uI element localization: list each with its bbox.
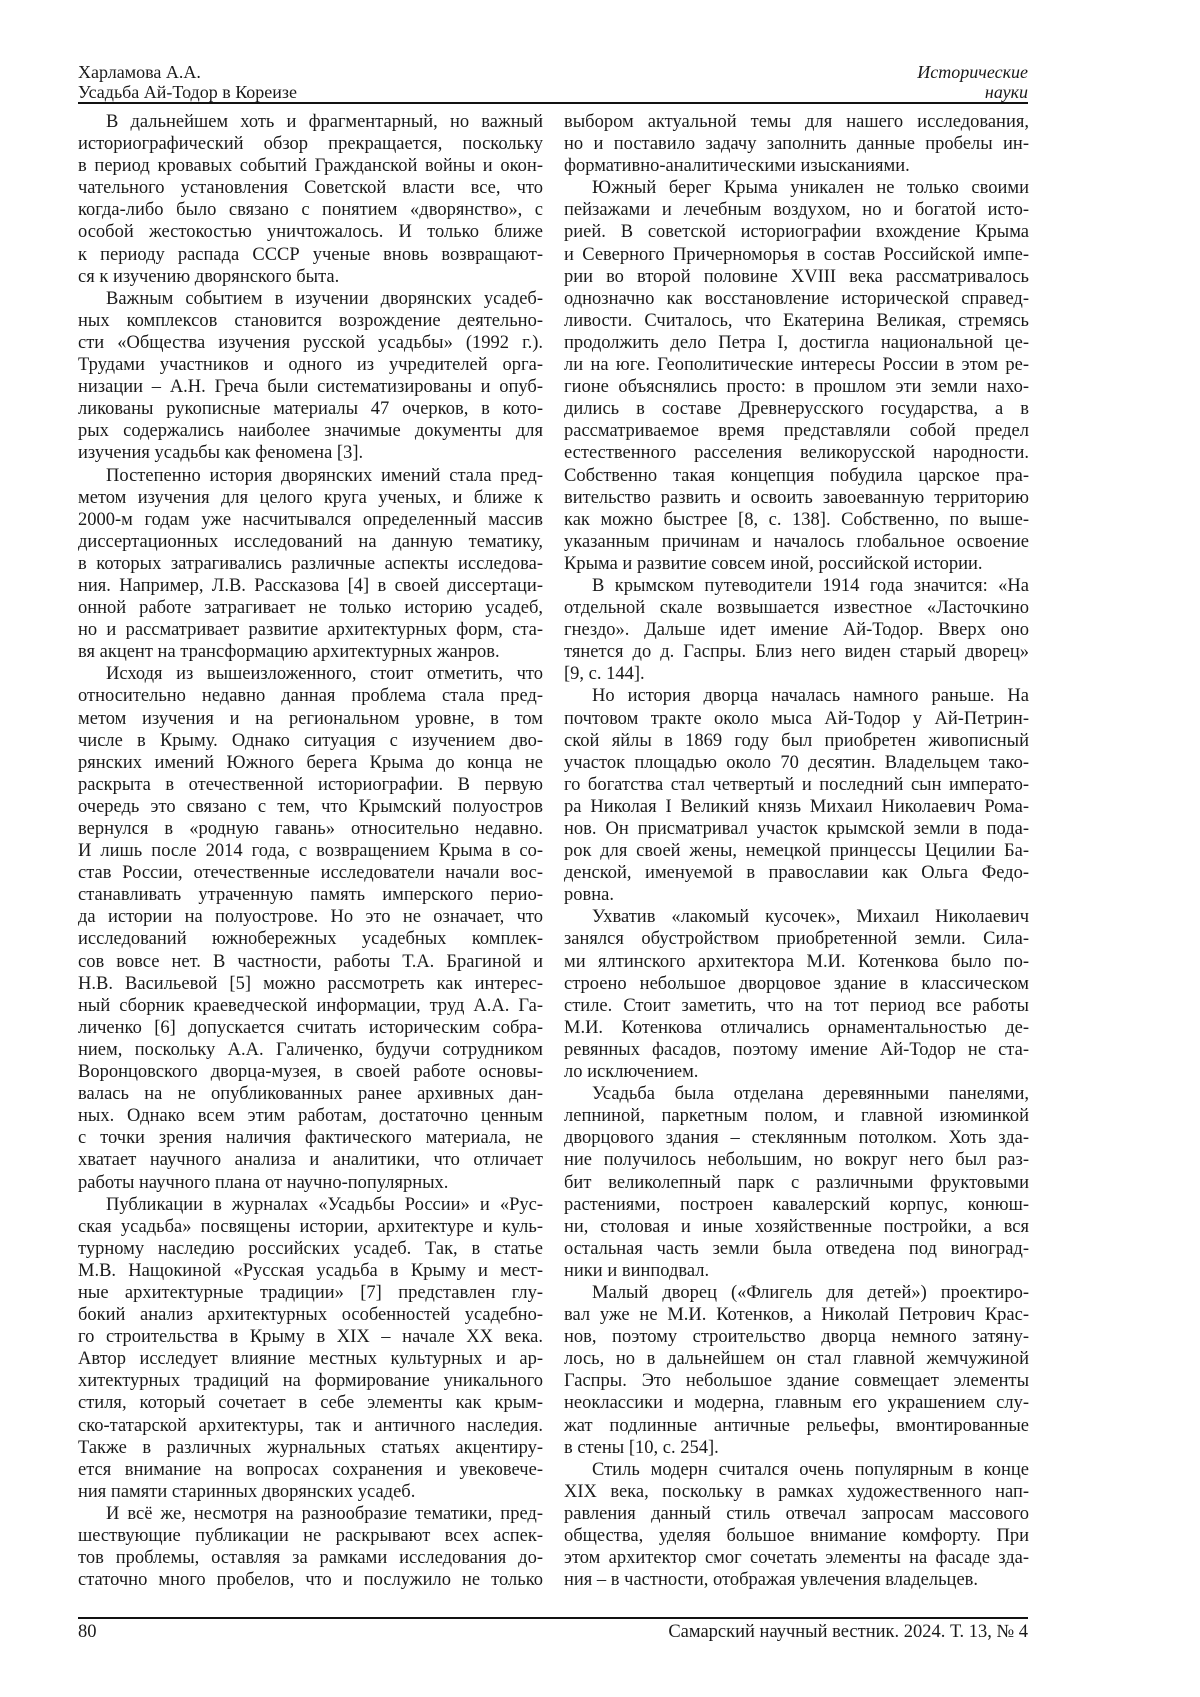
text-line: растениями, построен кавалерский корпус, конюш-	[564, 1194, 1029, 1216]
text-line: особой жестокостью уничтожалось. И только ближе	[78, 221, 543, 243]
text-line: ровна.	[564, 884, 1029, 906]
paragraph	[564, 1083, 1029, 1282]
text-line: [9, с. 144].	[564, 663, 1029, 685]
text-line: строено небольшое дворцовое здание в классическом	[564, 973, 1029, 995]
text-line: личенко [6] допускается считать историческим собра-	[78, 1017, 543, 1039]
text-line: Публикации в журналах «Усадьбы России» и «Рус-	[78, 1194, 543, 1216]
text-line: продолжить дело Петра I, достигла национальной це-	[564, 332, 1029, 354]
text-line: однозначно как восстановление исторической справед-	[564, 288, 1029, 310]
text-line: Н.В. Васильевой [5] можно рассмотреть как интерес-	[78, 973, 543, 995]
text-line: с точки зрения наличия фактического материала, не	[78, 1127, 543, 1149]
text-line: указанным причинам и началось глобальное освоение	[564, 531, 1029, 553]
text-line: диссертационных исследований на данную тематику,	[78, 531, 543, 553]
text-line: неоклассики и модерна, главным его украшением слу-	[564, 1392, 1029, 1414]
text-line: к периоду распада СССР ученые вновь возвращают-	[78, 244, 543, 266]
text-line: работы научного плана от научно-популярных.	[78, 1172, 543, 1194]
text-line: Воронцовского дворца-музея, в своей работе основы-	[78, 1061, 543, 1083]
text-line: остальная часть земли была отведена под виноград-	[564, 1238, 1029, 1260]
paragraph	[564, 575, 1029, 685]
text-column-right	[564, 111, 1029, 1591]
text-line: изучения усадьбы как феномена [3].	[78, 442, 543, 464]
text-line: Трудами участников и одного из учредителей орга-	[78, 354, 543, 376]
footer-divider	[78, 1617, 1028, 1619]
text-line: рянских имений Южного берега Крыма до конца не	[78, 752, 543, 774]
text-line: ская усадьба» посвящены истории, архитектуре и куль-	[78, 1216, 543, 1238]
text-line: ные архитектурные традиции» [7] представлен глу-	[78, 1282, 543, 1304]
text-line: бокий анализ архитектурных особенностей усадебно-	[78, 1304, 543, 1326]
paragraph	[564, 111, 1029, 177]
header-section-line1: Исторические	[917, 62, 1028, 82]
paragraph	[564, 1459, 1029, 1592]
text-line: лепниной, паркетным полом, и главной изюминкой	[564, 1105, 1029, 1127]
text-line: гнездо». Дальше идет имение Ай-Тодор. Вверх оно	[564, 619, 1029, 641]
text-line: в период кровавых событий Гражданской войны и окон-	[78, 155, 543, 177]
text-line: ско-татарской архитектуры, так и античного наследия.	[78, 1415, 543, 1437]
text-line: шествующие публикации не раскрывают всех аспек-	[78, 1525, 543, 1547]
text-line: ния памяти старинных дворянских усадеб.	[78, 1481, 543, 1503]
text-line: статочно много пробелов, что и послужило не только	[78, 1569, 543, 1591]
text-line: стиля, который сочетает в себе элементы как крым-	[78, 1392, 543, 1414]
header-section-line2: науки	[917, 82, 1028, 102]
text-line: ный сборник краеведческой информации, труд А.А. Га-	[78, 995, 543, 1017]
text-line: общества, уделяя большое внимание комфорту. При	[564, 1525, 1029, 1547]
text-line: Постепенно история дворянских имений стала пред-	[78, 465, 543, 487]
text-line: Южный берег Крыма уникален не только своими	[564, 177, 1029, 199]
text-line: ется внимание на вопросах сохранения и увековече-	[78, 1459, 543, 1481]
paragraph	[564, 685, 1029, 906]
text-line: низации – А.Н. Греча были систематизированы и опуб-	[78, 376, 543, 398]
header-author: Харламова А.А.	[78, 62, 297, 82]
text-line: И лишь после 2014 года, с возвращением Крыма в со-	[78, 840, 543, 862]
running-header-right	[917, 62, 1028, 102]
header-divider	[78, 102, 1028, 104]
text-line: историографический обзор прекращается, поскольку	[78, 133, 543, 155]
text-column-left	[78, 111, 543, 1591]
text-line: рых содержались наиболее значимые документы для	[78, 420, 543, 442]
text-line: Стиль модерн считался очень популярным в конце	[564, 1459, 1029, 1481]
text-line: рией. В советской историографии вхождение Крыма	[564, 221, 1029, 243]
text-line: денской, именуемой в православии как Ольга Федо-	[564, 862, 1029, 884]
paragraph	[564, 1282, 1029, 1459]
text-line: раскрыта в отечественной историографии. В первую	[78, 774, 543, 796]
text-line: очередь это связано с тем, что Крымский полуостров	[78, 796, 543, 818]
text-line: ния – в частности, отображая увлечения владельцев.	[564, 1569, 1029, 1591]
text-line: го строительства в Крыму в XIX – начале XX века.	[78, 1326, 543, 1348]
text-line: ли на юге. Геополитические интересы России в этом ре-	[564, 354, 1029, 376]
text-line: М.И. Котенкова отличались орнаментальностью де-	[564, 1017, 1029, 1039]
paragraph	[78, 1503, 543, 1591]
text-line: ных. Однако всем этим работам, достаточно ценным	[78, 1105, 543, 1127]
text-line: жат подлинные античные рельефы, вмонтированные	[564, 1415, 1029, 1437]
header-article-title: Усадьба Ай-Тодор в Кореизе	[78, 82, 297, 102]
text-line: онной работе затрагивает не только историю усадеб,	[78, 597, 543, 619]
text-line: Гаспры. Это небольшое здание совмещает элементы	[564, 1370, 1029, 1392]
text-line: отдельной скале возвышается известное «Ласточкино	[564, 597, 1029, 619]
text-line: ло исключением.	[564, 1061, 1029, 1083]
paragraph	[564, 177, 1029, 575]
text-line: В дальнейшем хоть и фрагментарный, но важный	[78, 111, 543, 133]
text-line: нов, поэтому строительство дворца немного затяну-	[564, 1326, 1029, 1348]
text-line: гионе объяснялись просто: в прошлом эти земли нахо-	[564, 376, 1029, 398]
text-line: как можно быстрее [8, с. 138]. Собственно, по выше-	[564, 509, 1029, 531]
text-line: метом изучения и на региональном уровне, в том	[78, 708, 543, 730]
text-line: и Северного Причерноморья в состав Российской импе-	[564, 244, 1029, 266]
text-line: хитектурных традиций на формирование уникального	[78, 1370, 543, 1392]
paragraph	[564, 906, 1029, 1083]
text-line: турному наследию российских усадеб. Так, в статье	[78, 1238, 543, 1260]
text-line: сти «Общества изучения русской усадьбы» (1992 г.).	[78, 332, 543, 354]
text-line: нием, поскольку А.А. Галиченко, будучи сотрудником	[78, 1039, 543, 1061]
text-line: лось, но в дальнейшем он стал главной жемчужиной	[564, 1348, 1029, 1370]
text-line: Важным событием в изучении дворянских усадеб-	[78, 288, 543, 310]
text-line: ни, столовая и иные хозяйственные постройки, а вся	[564, 1216, 1029, 1238]
text-line: нов. Он присматривал участок крымской земли в пода-	[564, 818, 1029, 840]
text-line: вя акцент на трансформацию архитектурных жанров.	[78, 641, 543, 663]
text-line: рии во второй половине XVIII века рассматривалось	[564, 266, 1029, 288]
text-line: да истории на полуострове. Но это не означает, что	[78, 906, 543, 928]
text-line: хватает научного анализа и аналитики, что отличает	[78, 1149, 543, 1171]
text-line: ми ялтинского архитектора М.И. Котенкова было по-	[564, 951, 1029, 973]
text-line: бит великолепный парк с различными фруктовыми	[564, 1172, 1029, 1194]
text-line: рок для своей жены, немецкой принцессы Цецилии Ба-	[564, 840, 1029, 862]
text-line: ревянных фасадов, поэтому имение Ай-Тодор не ста-	[564, 1039, 1029, 1061]
text-line: выбором актуальной темы для нашего исследования,	[564, 111, 1029, 133]
text-line: тянется до д. Гаспры. Близ него виден старый дворец»	[564, 641, 1029, 663]
text-line: го богатства стал четвертый и последний сын императо-	[564, 774, 1029, 796]
text-line: равления данный стиль отвечал запросам массового	[564, 1503, 1029, 1525]
paragraph	[78, 663, 543, 1193]
text-line: Автор исследует влияние местных культурных и ар-	[78, 1348, 543, 1370]
text-line: числе в Крыму. Однако ситуация с изучением дво-	[78, 730, 543, 752]
text-line: вительство развить и освоить завоеванную территорию	[564, 487, 1029, 509]
text-line: ники и винподвал.	[564, 1260, 1029, 1282]
text-line: ликованы рукописные материалы 47 очерков, в кото-	[78, 398, 543, 420]
text-line: ливости. Считалось, что Екатерина Великая, стремясь	[564, 310, 1029, 332]
text-line: но и поставило задачу заполнить данные пробелы ин-	[564, 133, 1029, 155]
paragraph	[78, 1194, 543, 1503]
text-line: в которых затрагивались различные аспекты исследова-	[78, 553, 543, 575]
text-line: когда-либо было связано с понятием «дворянство», с	[78, 199, 543, 221]
text-line: станавливать утраченную память имперского перио-	[78, 884, 543, 906]
text-line: метом изучения для целого круга ученых, и ближе к	[78, 487, 543, 509]
text-line: дились в составе Древнерусского государства, а в	[564, 398, 1029, 420]
text-line: естественного расселения великорусской народности.	[564, 442, 1029, 464]
text-line: ных комплексов становится возрождение деятельно-	[78, 310, 543, 332]
text-line: Исходя из вышеизложенного, стоит отметить, что	[78, 663, 543, 685]
text-line: Крыма и развитие совсем иной, российской истории.	[564, 553, 1029, 575]
text-line: 2000-м годам уже насчитывался определенный массив	[78, 509, 543, 531]
text-line: пейзажами и лечебным воздухом, но и богатой исто-	[564, 199, 1029, 221]
text-line: участок площадью около 70 десятин. Владельцем тако-	[564, 752, 1029, 774]
paragraph	[78, 111, 543, 288]
text-line: XIX века, поскольку в рамках художественного нап-	[564, 1481, 1029, 1503]
text-line: Собственно такая концепция побудила царское пра-	[564, 465, 1029, 487]
text-line: ние получилось небольшим, но вокруг него был раз-	[564, 1149, 1029, 1171]
text-line: вернулся в «родную гавань» относительно недавно.	[78, 818, 543, 840]
text-line: тов проблемы, оставляя за рамками исследования до-	[78, 1547, 543, 1569]
text-line: Усадьба была отделана деревянными панелями,	[564, 1083, 1029, 1105]
text-line: сов вовсе нет. В частности, работы Т.А. Брагиной и	[78, 951, 543, 973]
paragraph	[78, 288, 543, 465]
text-line: Также в различных журнальных статьях акцентиру-	[78, 1437, 543, 1459]
text-line: валась на не опубликованных ранее архивных дан-	[78, 1083, 543, 1105]
text-line: дворцового здания – стеклянным потолком. Хоть зда-	[564, 1127, 1029, 1149]
text-line: в стены [10, с. 254].	[564, 1437, 1029, 1459]
text-line: Малый дворец («Флигель для детей») проектиро-	[564, 1282, 1029, 1304]
text-line: И всё же, несмотря на разнообразие тематики, пред-	[78, 1503, 543, 1525]
text-line: М.В. Нащокиной «Русская усадьба в Крыму и мест-	[78, 1260, 543, 1282]
text-line: стиле. Стоит заметить, что на тот период все работы	[564, 995, 1029, 1017]
text-line: Но история дворца началась намного раньше. На	[564, 685, 1029, 707]
text-line: почтовом тракте около мыса Ай-Тодор у Ай-Петрин-	[564, 708, 1029, 730]
text-line: Ухватив «лакомый кусочек», Михаил Николаевич	[564, 906, 1029, 928]
text-line: занялся обустройством приобретенной земли. Сила-	[564, 928, 1029, 950]
journal-citation: Самарский научный вестник. 2024. Т. 13, № 4	[668, 1621, 1028, 1643]
text-line: ния. Например, Л.В. Рассказова [4] в своей диссертаци-	[78, 575, 543, 597]
text-line: чательного установления Советской власти все, что	[78, 177, 543, 199]
text-line: вал уже не М.И. Котенков, а Николай Петрович Крас-	[564, 1304, 1029, 1326]
text-line: формативно-аналитическими изысканиями.	[564, 155, 1029, 177]
page-number: 80	[78, 1621, 97, 1643]
text-line: относительно недавно данная проблема стала пред-	[78, 685, 543, 707]
paragraph	[78, 465, 543, 664]
text-line: исследований южнобережных усадебных комплек-	[78, 928, 543, 950]
text-line: этом архитектор смог сочетать элементы на фасаде зда-	[564, 1547, 1029, 1569]
text-line: ра Николая I Великий князь Михаил Николаевич Рома-	[564, 796, 1029, 818]
text-line: став России, отечественные исследователи начали вос-	[78, 862, 543, 884]
text-line: ся к изучению дворянского быта.	[78, 266, 543, 288]
text-line: В крымском путеводители 1914 года значится: «На	[564, 575, 1029, 597]
text-line: ской яйлы в 1869 году был приобретен живописный	[564, 730, 1029, 752]
text-line: рассматриваемое время представляли собой предел	[564, 420, 1029, 442]
text-line: но и рассматривает развитие архитектурных форм, ста-	[78, 619, 543, 641]
running-header-left	[78, 62, 297, 102]
